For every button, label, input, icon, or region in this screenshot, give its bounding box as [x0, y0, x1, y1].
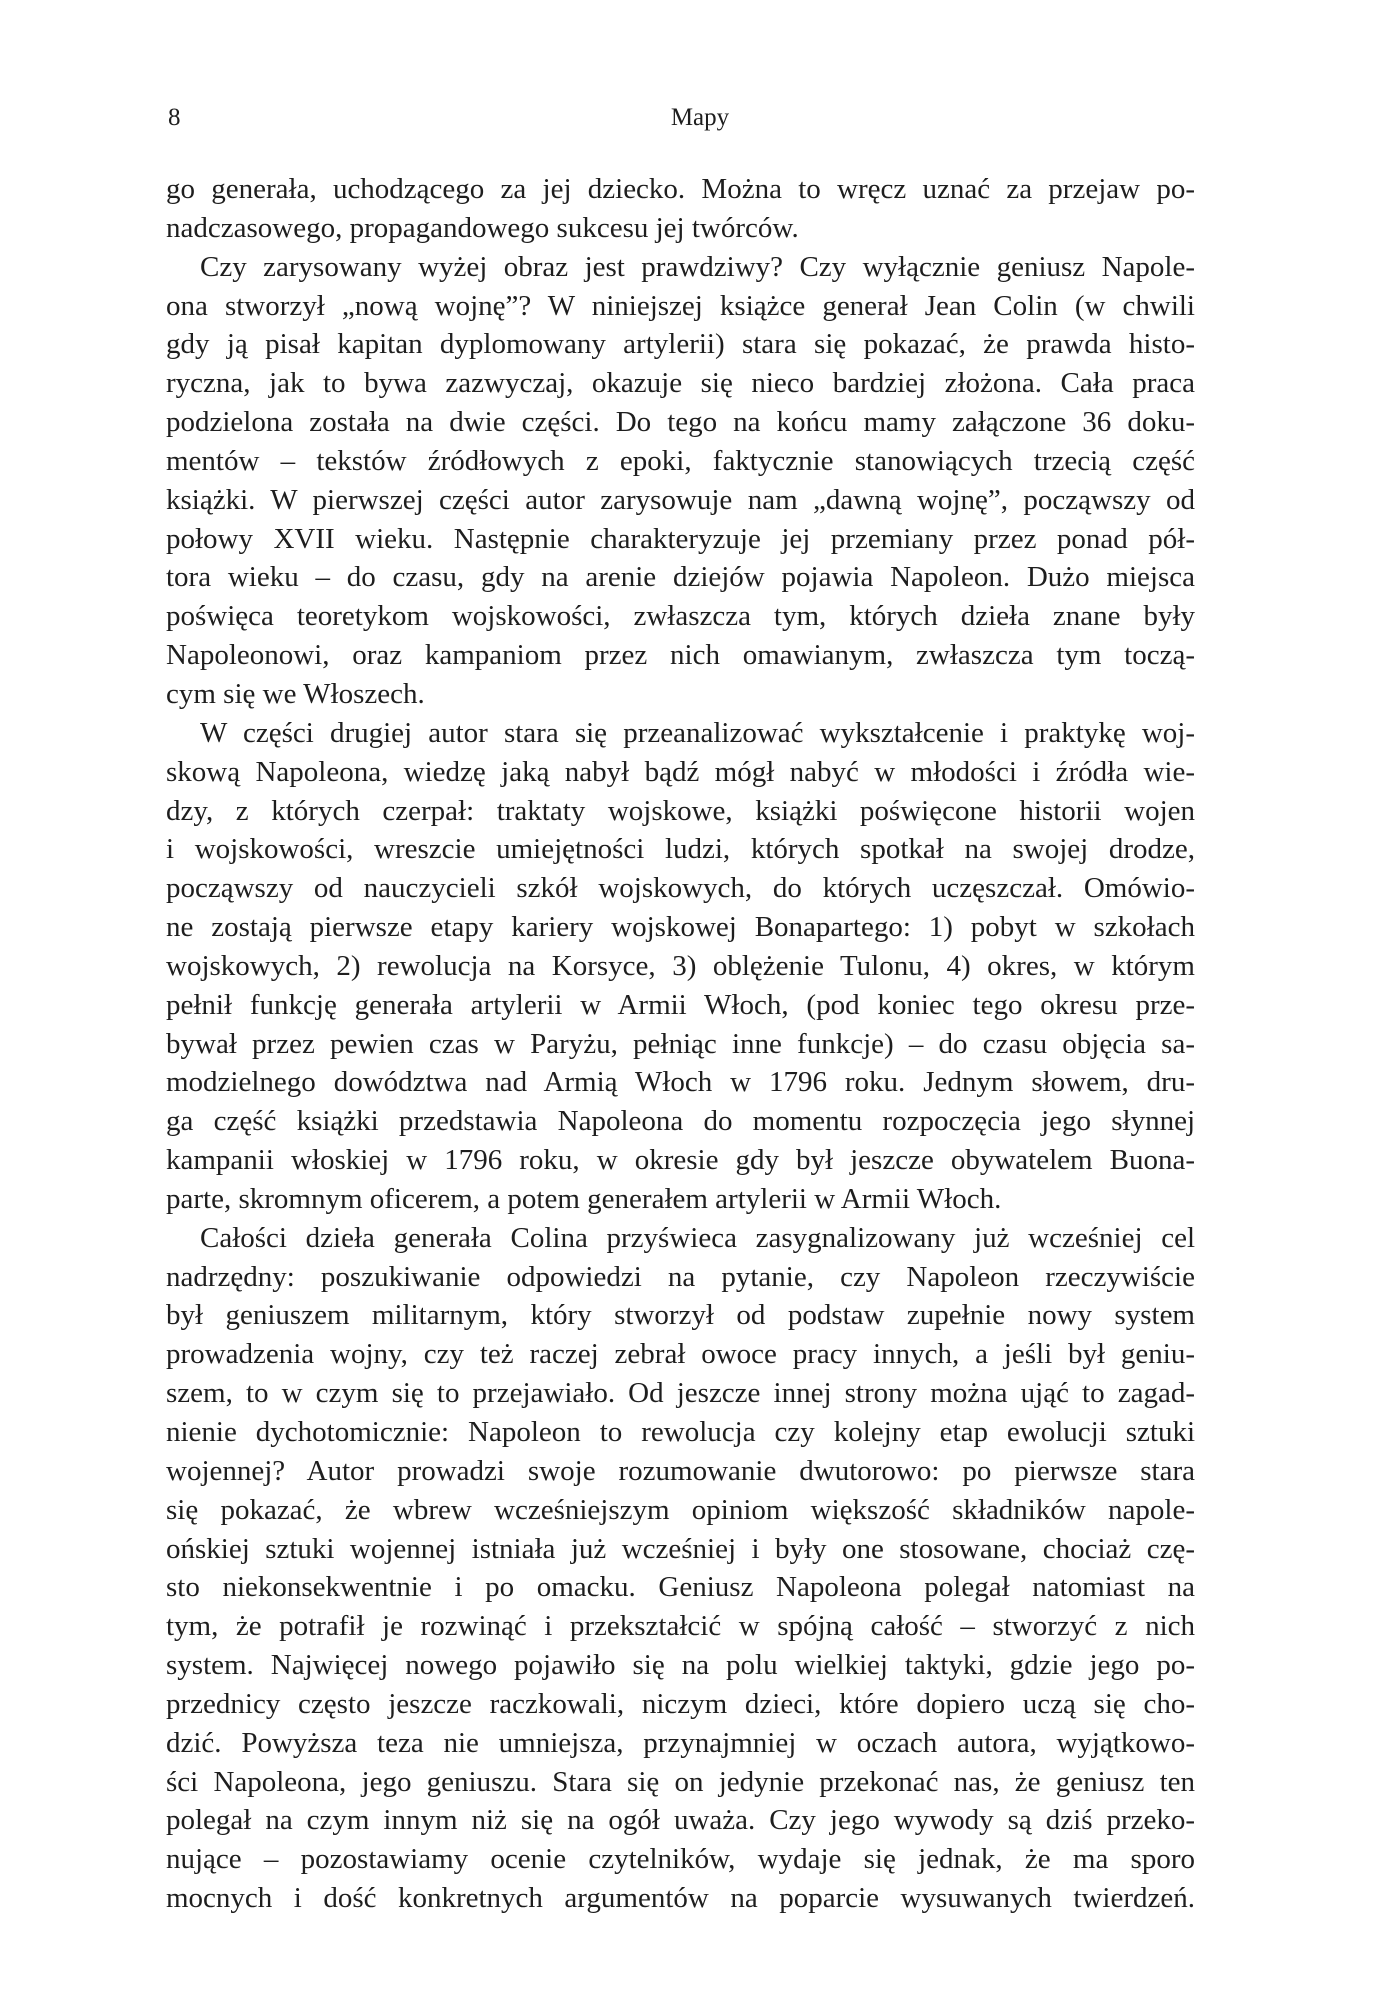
text-line: Czy zarysowany wyżej obraz jest prawdziwy? Czy wyłącznie geniusz Napole- [200, 250, 1195, 283]
text-line: nadczasowego, propagandowego sukcesu jej twórców. [166, 211, 799, 244]
text-line: pełnił funkcję generała artylerii w Armii Włoch, (pod koniec tego okresu prze- [166, 988, 1195, 1021]
text-line: przednicy często jeszcze raczkowali, niczym dzieci, które dopiero uczą się cho- [166, 1687, 1195, 1720]
text-line: nienie dychotomicznie: Napoleon to rewolucja czy kolejny etap ewolucji sztuki [166, 1416, 1195, 1448]
text-line: skową Napoleona, wiedzę jaką nabył bądź mógł nabyć w młodości i źródła wie- [166, 755, 1195, 788]
text-line: ga część książki przedstawia Napoleona do momentu rozpoczęcia jego słynnej [166, 1105, 1195, 1138]
text-line: szem, to w czym się to przejawiało. Od jeszcze innej strony można ująć to zagad- [166, 1377, 1195, 1410]
text-line: nadrzędny: poszukiwanie odpowiedzi na pytanie, czy Napoleon rzeczywiście [166, 1260, 1195, 1293]
text-line: się pokazać, że wbrew wcześniejszym opiniom większość składników napole- [166, 1493, 1195, 1526]
running-head: Mapy [670, 104, 730, 131]
text-line: ryczna, jak to bywa zazwyczaj, okazuje się nieco bardziej złożona. Cała praca [166, 367, 1195, 400]
text-line: poświęca teoretykom wojskowości, zwłaszcza tym, których dzieła znane były [166, 600, 1195, 633]
body-text [166, 170, 1195, 1918]
text-line: wojskowych, 2) rewolucja na Korsyce, 3) oblężenie Tulonu, 4) okres, w którym [166, 949, 1195, 982]
text-line: cym się we Włoszech. [166, 677, 425, 710]
text-line: system. Najwięcej nowego pojawiło się na polu wielkiej taktyki, gdzie jego po- [166, 1649, 1195, 1682]
text-line: począwszy od nauczycieli szkół wojskowych, do których uczęszczał. Omówio- [166, 872, 1195, 905]
text-line: gdy ją pisał kapitan dyplomowany artylerii) stara się pokazać, że prawda histo- [166, 328, 1195, 361]
text-line: modzielnego dowództwa nad Armią Włoch w 1796 roku. Jednym słowem, dru- [166, 1066, 1195, 1099]
text-line: dzy, z których czerpał: traktaty wojskowe, książki poświęcone historii wojen [166, 794, 1195, 827]
text-line: połowy XVII wieku. Następnie charakteryzuje jej przemiany przez ponad pół- [166, 522, 1195, 555]
text-line: sto niekonsekwentnie i po omacku. Geniusz Napoleona polegał natomiast na [166, 1571, 1195, 1604]
text-line: podzielona została na dwie części. Do tego na końcu mamy załączone 36 doku- [166, 406, 1195, 439]
text-line: dzić. Powyższa teza nie umniejsza, przynajmniej w oczach autora, wyjątkowo- [166, 1726, 1195, 1759]
text-line: ona stworzył „nową wojnę”? W niniejszej książce generał Jean Colin (w chwili [166, 289, 1195, 322]
text-line: mentów – tekstów źródłowych z epoki, faktycznie stanowiących trzecią część [166, 444, 1195, 477]
text-line: go generała, uchodzącego za jej dziecko. Można to wręcz uznać za przejaw po- [166, 173, 1195, 205]
text-line: wojennej? Autor prowadzi swoje rozumowanie dwutorowo: po pierwsze stara [166, 1454, 1195, 1487]
text-line: książki. W pierwszej części autor zarysowuje nam „dawną wojnę”, począwszy od [166, 483, 1195, 516]
text-line: bywał przez pewien czas w Paryżu, pełniąc inne funkcje) – do czasu objęcia sa- [166, 1027, 1195, 1060]
text-line: ści Napoleona, jego geniuszu. Stara się on jedynie przekonać nas, że geniusz ten [166, 1765, 1195, 1798]
text-line: i wojskowości, wreszcie umiejętności ludzi, których spotkał na swojej drodze, [166, 833, 1195, 866]
text-line: tora wieku – do czasu, gdy na arenie dziejów pojawia Napoleon. Dużo miejsca [166, 561, 1195, 594]
page-number: 8 [168, 104, 181, 131]
text-line: ne zostają pierwsze etapy kariery wojskowej Bonapartego: 1) pobyt w szkołach [166, 911, 1195, 944]
text-line: mocnych i dość konkretnych argumentów na poparcie wysuwanych twierdzeń. [166, 1882, 1195, 1915]
text-line: parte, skromnym oficerem, a potem generałem artylerii w Armii Włoch. [166, 1182, 1002, 1215]
text-line: Napoleonowi, oraz kampaniom przez nich omawianym, zwłaszcza tym toczą- [166, 639, 1195, 672]
text-line: był geniuszem militarnym, który stworzył od podstaw zupełnie nowy system [166, 1299, 1195, 1332]
text-line: nujące – pozostawiamy ocenie czytelników, wydaje się jednak, że ma sporo [166, 1843, 1195, 1876]
text-line: polegał na czym innym niż się na ogół uważa. Czy jego wywody są dziś przeko- [166, 1804, 1195, 1837]
text-line: kampanii włoskiej w 1796 roku, w okresie gdy był jeszcze obywatelem Buona- [166, 1144, 1195, 1177]
text-line: Całości dzieła generała Colina przyświeca zasygnalizowany już wcześniej cel [200, 1221, 1195, 1254]
text-line: W części drugiej autor stara się przeanalizować wykształcenie i praktykę woj- [200, 716, 1195, 749]
text-line: ońskiej sztuki wojennej istniała już wcześniej i były one stosowane, chociaż czę- [166, 1532, 1195, 1565]
text-line: tym, że potrafił je rozwinąć i przekształcić w spójną całość – stworzyć z nich [166, 1610, 1195, 1643]
text-line: prowadzenia wojny, czy też raczej zebrał owoce pracy innych, a jeśli był geniu- [166, 1338, 1195, 1371]
